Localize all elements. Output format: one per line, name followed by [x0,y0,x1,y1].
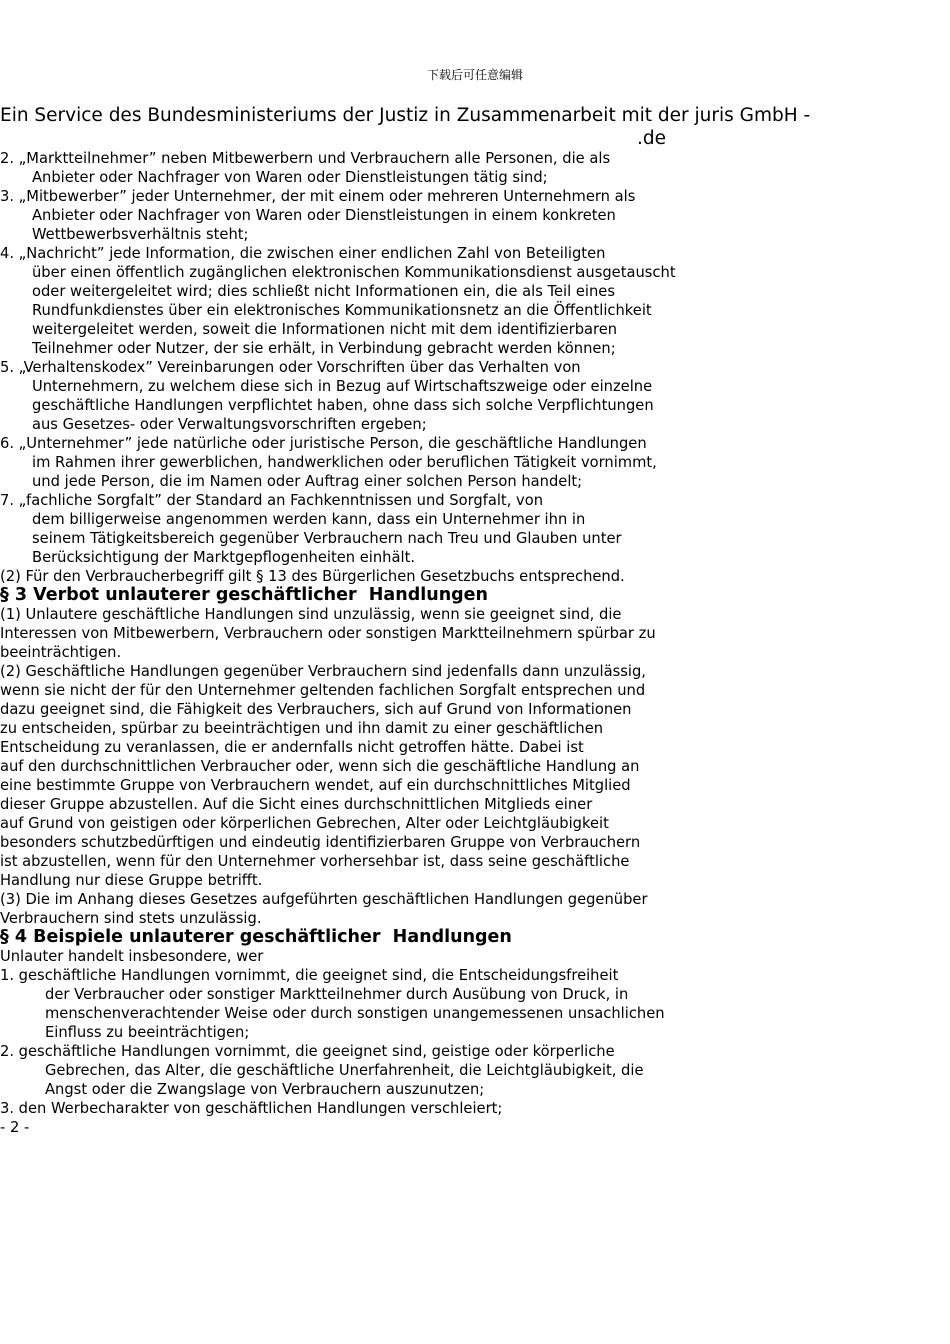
text-line: 5. „Verhaltenskodex” Vereinbarungen oder Vorschriften über das Verhalten von [0,359,581,376]
text-line: 1. geschäftliche Handlungen vornimmt, die geeignet sind, die Entscheidungsfreiheit [0,967,619,984]
section-3-paragraph-3 [0,890,940,928]
text-line: Unternehmern, zu welchem diese sich in Bezug auf Wirtschaftszweige oder einzelne [32,378,653,395]
definitions-list [0,149,940,567]
section-4-intro: Unlauter handelt insbesondere, wer [0,948,264,965]
section-4-heading: § 4 Beispiele unlauterer geschäftlicher Handlungen [0,927,512,947]
section-4-item-3 [0,1099,940,1118]
text-line: oder weitergeleitet wird; dies schließt nicht Informationen ein, die als Teil eines [32,283,615,300]
section-4-item-1 [0,966,940,1042]
service-header [0,104,850,150]
section-3-paragraph-1 [0,605,940,662]
text-line: Interessen von Mitbewerbern, Verbrauchern oder sonstigen Marktteilnehmern spürbar zu [0,625,656,642]
text-line: der Verbraucher oder sonstiger Marktteilnehmer durch Ausübung von Druck, in [45,986,629,1003]
text-line: eine bestimmte Gruppe von Verbrauchern wendet, auf ein durchschnittliches Mitglied [0,777,631,794]
text-line: Rundfunkdienstes über ein elektronisches Kommunikationsnetz an die Öffentlichkeit [32,302,652,319]
text-line: Einfluss zu beeinträchtigen; [45,1024,250,1041]
text-line: Angst oder die Zwangslage von Verbrauchern auszunutzen; [45,1081,485,1098]
text-line: Wettbewerbsverhältnis steht; [32,226,249,243]
text-line: (1) Unlautere geschäftliche Handlungen sind unzulässig, wenn sie geeignet sind, die [0,606,622,623]
text-line: über einen öffentlich zugänglichen elektronischen Kommunikationsdienst ausgetauscht [32,264,676,281]
text-line: 6. „Unternehmer” jede natürliche oder juristische Person, die geschäftliche Handlungen [0,435,647,452]
definition-5 [0,358,940,434]
section-4-item-2 [0,1042,940,1099]
text-line: Berücksichtigung der Marktgepflogenheiten einhält. [32,549,416,566]
section-3-paragraph-2 [0,662,940,890]
text-line: seinem Tätigkeitsbereich gegenüber Verbrauchern nach Treu und Glauben unter [32,530,622,547]
text-line: weitergeleitet werden, soweit die Informationen nicht mit dem identifizierbaren [32,321,618,338]
text-line: 3. den Werbecharakter von geschäftlichen Handlungen verschleiert; [0,1100,503,1117]
service-line-2: .de [636,128,666,149]
text-line: 2. geschäftliche Handlungen vornimmt, die geeignet sind, geistige oder körperliche [0,1043,615,1060]
text-line: beeinträchtigen. [0,644,122,661]
text-line: Teilnehmer oder Nutzer, der sie erhält, in Verbindung gebracht werden können; [32,340,616,357]
text-line: Entscheidung zu veranlassen, die er andernfalls nicht getroffen hätte. Dabei ist [0,739,584,756]
text-line: dieser Gruppe abzustellen. Auf die Sicht eines durchschnittlichen Mitglieds einer [0,796,593,813]
document-body [0,149,940,1137]
paragraph-2: (2) Für den Verbraucherbegriff gilt § 13 des Bürgerlichen Gesetzbuchs entsprechend. [0,568,625,585]
definition-4 [0,244,940,358]
definition-3 [0,187,940,244]
definition-2 [0,149,940,187]
text-line: ist abzustellen, wenn für den Unternehmer vorhersehbar ist, dass seine geschäftliche [0,853,630,870]
text-line: Anbieter oder Nachfrager von Waren oder Dienstleistungen in einem konkreten [32,207,616,224]
text-line: wenn sie nicht der für den Unternehmer geltenden fachlichen Sorgfalt entsprechen und [0,682,646,699]
text-line: menschenverachtender Weise oder durch sonstigen unangemessenen unsachlichen [45,1005,665,1022]
text-line: 4. „Nachricht” jede Information, die zwischen einer endlichen Zahl von Beteiligten [0,245,606,262]
watermark-text: 下载后可任意编辑 [426,68,523,82]
text-line: Handlung nur diese Gruppe betrifft. [0,872,263,889]
text-line: auf den durchschnittlichen Verbraucher oder, wenn sich die geschäftliche Handlung an [0,758,640,775]
page-number: - 2 - [0,1119,30,1136]
definition-7 [0,491,940,567]
text-line: im Rahmen ihrer gewerblichen, handwerklichen oder beruflichen Tätigkeit vornimmt, [32,454,657,471]
text-line: geschäftliche Handlungen verpflichtet haben, ohne dass sich solche Verpflichtungen [32,397,654,414]
text-line: auf Grund von geistigen oder körperlichen Gebrechen, Alter oder Leichtgläubigkeit [0,815,609,832]
text-line: Gebrechen, das Alter, die geschäftliche Unerfahrenheit, die Leichtgläubigkeit, die [45,1062,644,1079]
section-3-heading: § 3 Verbot unlauterer geschäftlicher Handlungen [0,585,489,605]
text-line: dem billigerweise angenommen werden kann, dass ein Unternehmer ihn in [32,511,586,528]
text-line: zu entscheiden, spürbar zu beeinträchtigen und ihn damit zu einer geschäftlichen [0,720,604,737]
text-line: aus Gesetzes- oder Verwaltungsvorschriften ergeben; [32,416,427,433]
text-line: 2. „Marktteilnehmer” neben Mitbewerbern und Verbrauchern alle Personen, die als [0,150,611,167]
definition-6 [0,434,940,491]
text-line: dazu geeignet sind, die Fähigkeit des Verbrauchers, sich auf Grund von Informationen [0,701,632,718]
text-line: 7. „fachliche Sorgfalt” der Standard an Fachkenntnissen und Sorgfalt, von [0,492,544,509]
text-line: besonders schutzbedürftigen und eindeutig identifizierbaren Gruppe von Verbrauchern [0,834,641,851]
text-line: Verbrauchern sind stets unzulässig. [0,910,262,927]
text-line: (2) Geschäftliche Handlungen gegenüber Verbrauchern sind jedenfalls dann unzulässig, [0,663,646,680]
service-line-1: Ein Service des Bundesministeriums der Justiz in Zusammenarbeit mit der juris GmbH - [0,105,811,126]
text-line: 3. „Mitbewerber” jeder Unternehmer, der mit einem oder mehreren Unternehmern als [0,188,636,205]
text-line: (3) Die im Anhang dieses Gesetzes aufgeführten geschäftlichen Handlungen gegenüber [0,891,648,908]
text-line: Anbieter oder Nachfrager von Waren oder Dienstleistungen tätig sind; [32,169,548,186]
text-line: und jede Person, die im Namen oder Auftrag einer solchen Person handelt; [32,473,583,490]
